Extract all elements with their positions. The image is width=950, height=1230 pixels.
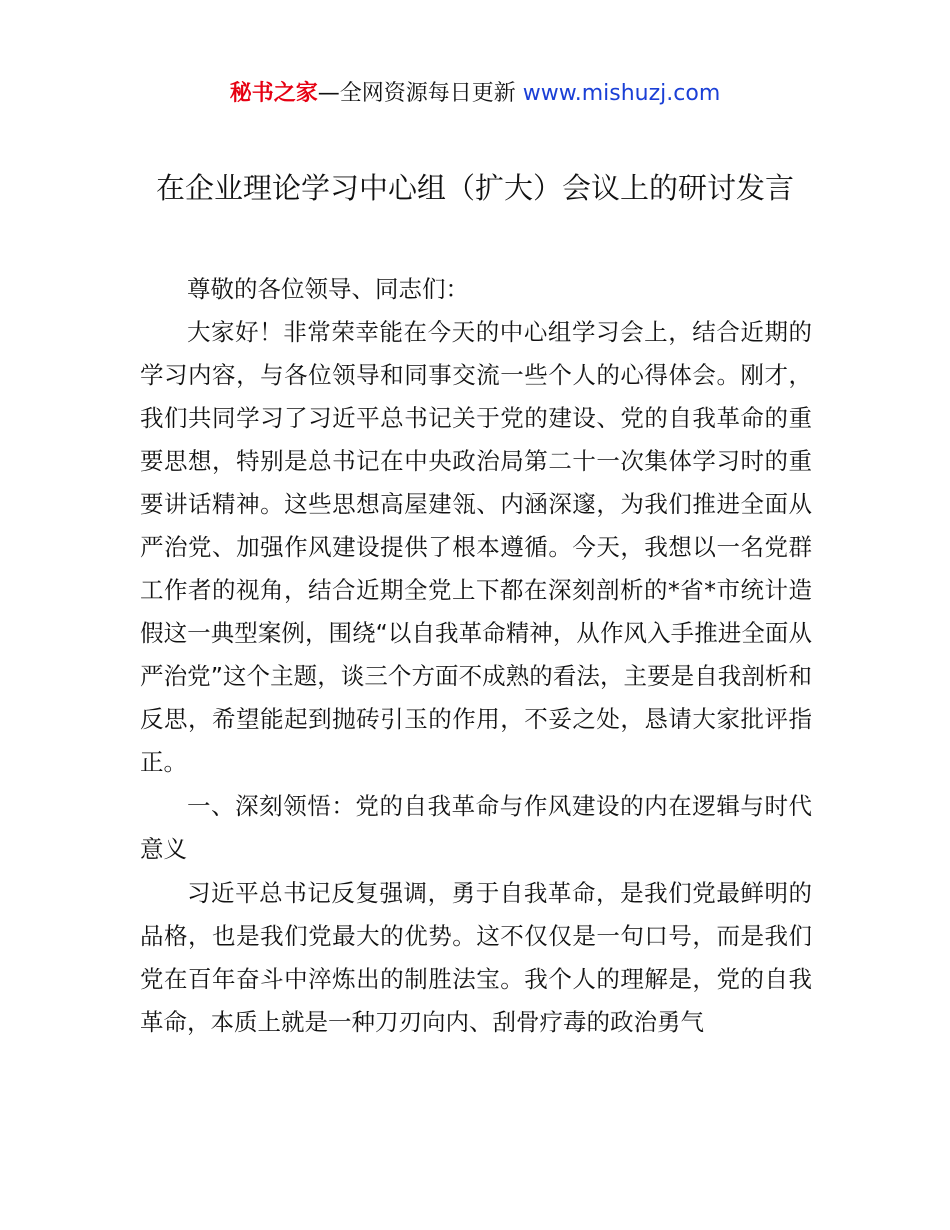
salutation: 尊敬的各位领导、同志们： — [187, 275, 469, 303]
paragraph-section-1: 习近平总书记反复强调，勇于自我革命，是我们党最鲜明的品格，也是我们党最大的优势。这不仅仅是一句口号，而是我们党在百年奋斗中淬炼出的制胜法宝。我个人的理解是，党的自我革命，本质上就是一种刀刃向内、刮骨疗毒的政治勇气 — [140, 879, 812, 1036]
document-body — [140, 268, 812, 1044]
header-tagline: —全网资源每日更新 — [317, 81, 523, 106]
brand-name: 秘书之家 — [229, 81, 318, 106]
paragraph-intro: 大家好！非常荣幸能在今天的中心组学习会上，结合近期的学习内容，与各位领导和同事交流一些个人的心得体会。刚才，我们共同学习了习近平总书记关于党的建设、党的自我革命的重要思想，特别是总书记在中央政治局第二十一次集体学习时的重要讲话精神。这些思想高屋建瓴、内涵深邃，为我们推进全面从严治党、加强作风建设提供了根本遵循。今天，我想以一名党群工作者的视角，结合近期全党上下都在深刻剖析的*省*市统计造假这一典型案例，围绕“以自我革命精神，从作风入手推进全面从严治党”这个主题，谈三个方面不成熟的看法，主要是自我剖析和反思，希望能起到抛砖引玉的作用，不妥之处，恳请大家批评指正。 — [140, 318, 812, 776]
site-url-link[interactable]: www.mishuzj.com — [522, 81, 721, 106]
section-heading-1: 一、深刻领悟：党的自我革命与作风建设的内在逻辑与时代意义 — [140, 792, 812, 863]
document-title: 在企业理论学习中心组（扩大）会议上的研讨发言 — [155, 171, 794, 205]
site-header — [0, 78, 950, 110]
